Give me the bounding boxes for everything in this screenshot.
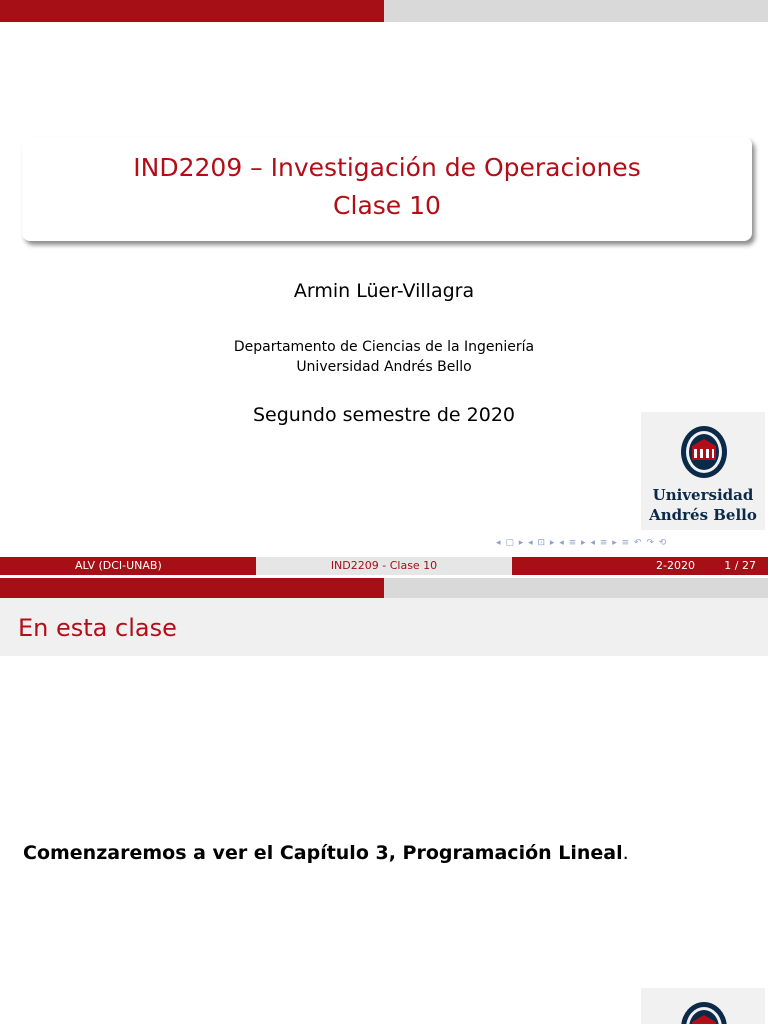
logo-text-line2: Andrés Bello (649, 506, 757, 524)
footer-info (512, 557, 768, 575)
university: Universidad Andrés Bello (296, 359, 472, 375)
content-slide (0, 578, 768, 1024)
progress-strip-filled-2 (0, 578, 384, 600)
progress-strip-empty-2 (384, 578, 768, 600)
footer-date: 2-2020 (656, 559, 695, 572)
author: Armin Lüer-Villagra (293, 280, 475, 302)
slide-footer (0, 557, 768, 575)
progress-strip-filled (0, 0, 384, 22)
progress-strip-empty (384, 0, 768, 22)
slide-title: IND2209 – Investigación de Operaciones (133, 153, 641, 182)
date: Segundo semestre de 2020 (252, 404, 516, 426)
body-sentence (23, 842, 629, 864)
title-box (22, 137, 752, 241)
institution (0, 337, 768, 377)
crest-icon (679, 424, 729, 482)
crest-icon-2 (679, 1000, 729, 1024)
body-sentence-bold: Comenzaremos a ver el Capítulo 3, Programación Lineal (23, 842, 623, 864)
progress-strip-2 (0, 578, 768, 600)
logo-text-line1: Universidad (652, 486, 754, 504)
slide-subtitle: Clase 10 (333, 191, 441, 220)
department: Departamento de Ciencias de la Ingeniería (233, 339, 535, 355)
frame-title-bar (0, 598, 768, 656)
progress-strip (0, 0, 768, 22)
footer-page-number: 1 / 27 (724, 559, 756, 572)
university-logo-2 (641, 988, 765, 1024)
footer-title: IND2209 - Clase 10 (256, 557, 512, 575)
beamer-navigation-icons[interactable]: ◂ ▢ ▸ ◂ ⊡ ▸ ◂ ≡ ▸ ◂ ≡ ▸ ≡ ↶ ↷ ⟲ (496, 538, 668, 548)
body-sentence-period: . (622, 842, 629, 864)
frame-title: En esta clase (18, 614, 177, 642)
footer-author: ALV (DCI-UNAB) (0, 557, 256, 575)
university-logo (641, 412, 765, 530)
